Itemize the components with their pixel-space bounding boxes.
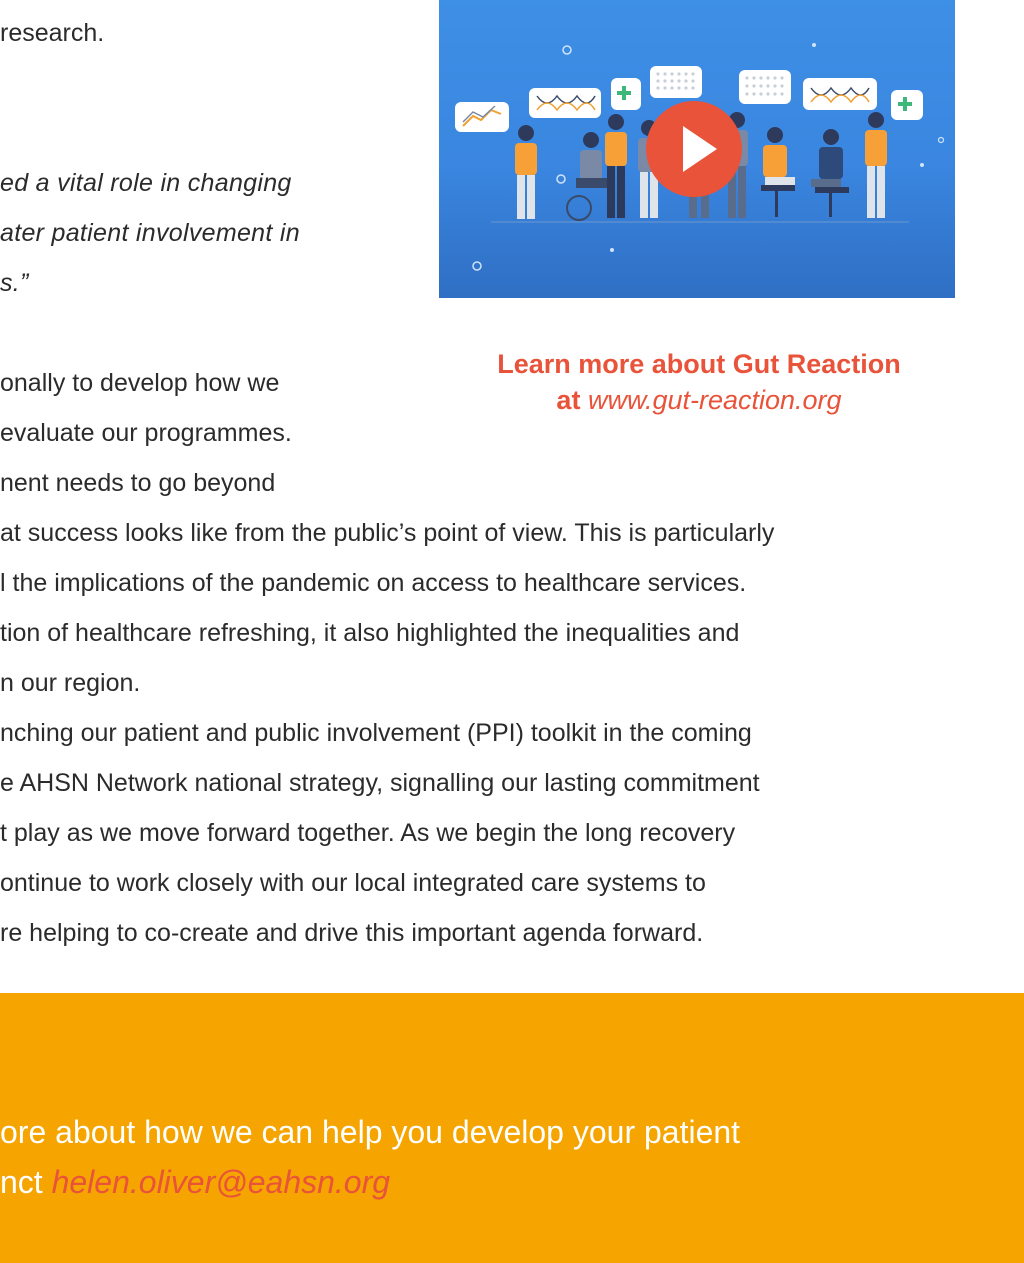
paragraph-line: tion of healthcare refreshing, it also highlighted the inequalities and xyxy=(0,619,740,647)
caption-prefix: at xyxy=(556,385,581,415)
banner-prefix: nct xyxy=(0,1164,43,1200)
medical-cross-icon xyxy=(891,90,923,120)
play-icon[interactable] xyxy=(646,101,742,197)
line-chart-icon xyxy=(455,102,509,132)
medical-cross-icon xyxy=(611,78,641,110)
dot-grid-icon xyxy=(739,70,791,104)
caption-line1: Learn more about Gut Reaction xyxy=(497,349,901,379)
paragraph-line: n our region. xyxy=(0,669,141,697)
paragraph-line: evaluate our programmes. xyxy=(0,419,292,447)
paragraph-line: nent needs to go beyond xyxy=(0,469,276,497)
video-thumbnail[interactable] xyxy=(439,0,955,298)
quote-line: ater patient involvement in xyxy=(0,219,300,247)
quote-line: ed a vital role in changing xyxy=(0,169,292,197)
paragraph-line: l the implications of the pandemic on access to healthcare services. xyxy=(0,569,747,597)
quote-line: s.” xyxy=(0,269,29,297)
dot-grid-icon xyxy=(650,66,702,98)
paragraph-line: re helping to co-create and drive this important agenda forward. xyxy=(0,919,704,947)
caption-line2 xyxy=(439,382,959,418)
banner-line2 xyxy=(0,1162,390,1202)
dna-icon xyxy=(803,78,877,110)
paragraph-line: ontinue to work closely with our local integrated care systems to xyxy=(0,869,706,897)
paragraph-line: t play as we move forward together. As we begin the long recovery xyxy=(0,819,736,847)
paragraph-line: onally to develop how we xyxy=(0,369,280,397)
dna-icon xyxy=(529,88,601,118)
paragraph-line: nching our patient and public involvement (PPI) toolkit in the coming xyxy=(0,719,752,747)
contact-banner xyxy=(0,993,1024,1263)
banner-line1: ore about how we can help you develop your patient xyxy=(0,1114,741,1150)
email-link[interactable]: helen.oliver@eahsn.org xyxy=(51,1164,391,1200)
gut-reaction-link[interactable]: www.gut-reaction.org xyxy=(587,385,842,415)
paragraph-line: e AHSN Network national strategy, signalling our lasting commitment xyxy=(0,769,760,797)
video-caption xyxy=(439,346,959,418)
paragraph-line: at success looks like from the public’s point of view. This is particularly xyxy=(0,519,775,547)
intro-fragment: research. xyxy=(0,19,105,47)
